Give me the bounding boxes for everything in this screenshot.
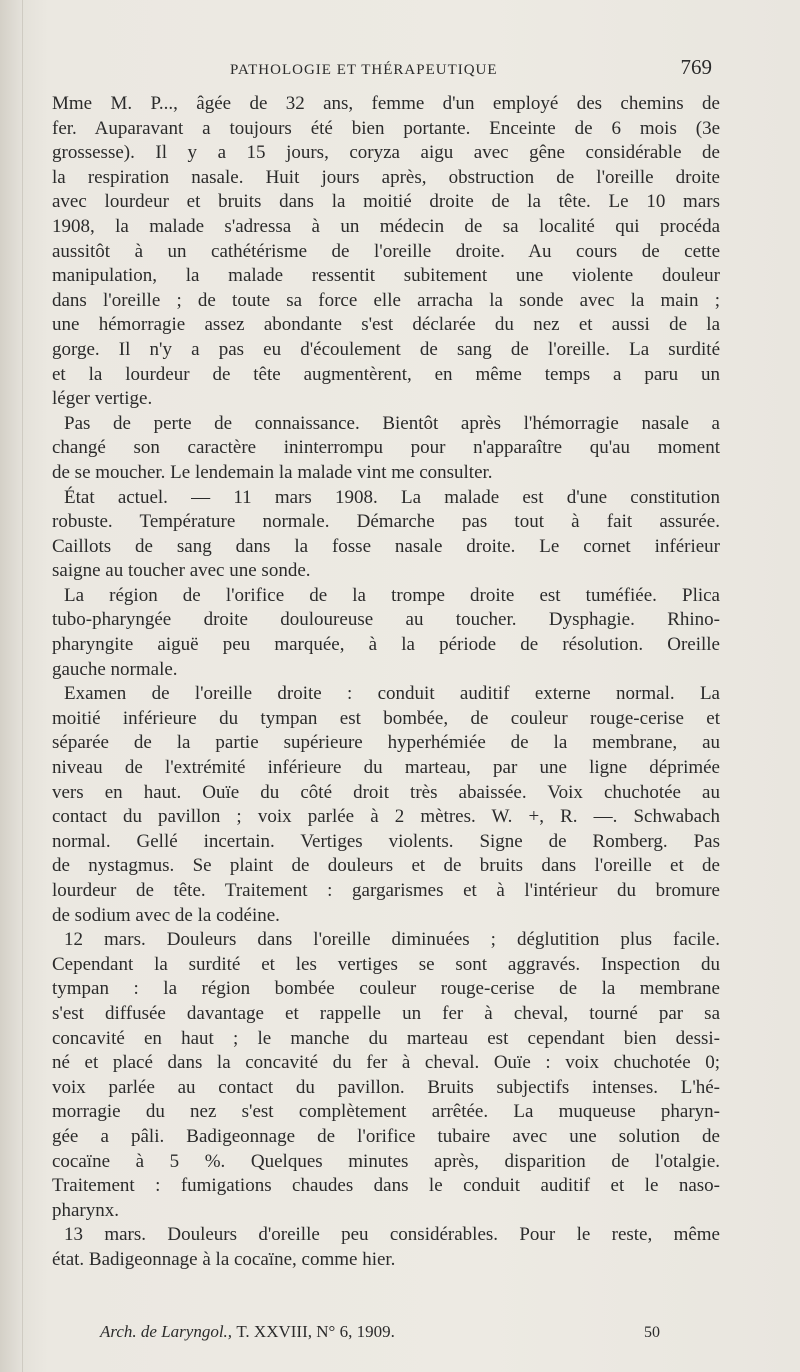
- text-line: s'est diffusée davantage et rappelle un fer à cheval, tourné par sa: [52, 1002, 720, 1024]
- page-number: 769: [680, 55, 712, 79]
- running-title: PATHOLOGIE ET THÉRAPEUTIQUE: [230, 62, 498, 78]
- text-line: de nystagmus. Se plaint de douleurs et de bruits dans l'oreille et de: [52, 855, 720, 877]
- text-line: gée a pâli. Badigeonnage de l'orifice tubaire avec une solution de: [52, 1125, 720, 1147]
- text-line: Caillots de sang dans la fosse nasale droite. Le cornet inférieur: [52, 535, 720, 557]
- text-line: État actuel. — 11 mars 1908. La malade est d'une constitution: [64, 486, 720, 508]
- journal-citation: [100, 1322, 395, 1342]
- text-line: aussitôt à un cathétérisme de l'oreille droite. Au cours de cette: [52, 240, 720, 262]
- text-line: gorge. Il n'y a pas eu d'écoulement de sang de l'oreille. La surdité: [52, 338, 720, 360]
- text-line: une hémorragie assez abondante s'est déclarée du nez et aussi de la: [52, 314, 720, 336]
- text-line: lourdeur de tête. Traitement : gargarismes et à l'intérieur du bromure: [52, 880, 720, 901]
- text-line: saigne au toucher avec une sonde.: [52, 560, 311, 582]
- text-line: 13 mars. Douleurs d'oreille peu considérables. Pour le reste, même: [64, 1224, 720, 1246]
- text-line: tympan : la région bombée couleur rouge-cerise de la membrane: [52, 978, 720, 1000]
- text-line: de sodium avec de la codéine.: [52, 904, 280, 926]
- text-line: contact du pavillon ; voix parlée à 2 mètres. W. +, R. —. Schwabach: [52, 806, 720, 828]
- journal-title: Arch. de Laryngol.,: [100, 1322, 233, 1341]
- text-line: état. Badigeonnage à la cocaïne, comme hier.: [52, 1248, 396, 1270]
- text-line: manipulation, la malade ressentit subitement une violente douleur: [52, 265, 720, 287]
- text-line: robuste. Température normale. Démarche pas tout à fait assurée.: [52, 511, 720, 533]
- journal-volume: T. XXVIII, N° 6, 1909.: [236, 1322, 395, 1341]
- text-line: fer. Auparavant a toujours été bien portante. Enceinte de 6 mois (3e: [52, 117, 720, 139]
- text-line: né et placé dans la concavité du fer à cheval. Ouïe : voix chuchotée 0;: [52, 1052, 720, 1074]
- text-line: séparée de la partie supérieure hyperhémiée de la membrane, au: [52, 732, 720, 754]
- text-line: changé son caractère ininterrompu pour n'apparaître qu'au moment: [52, 437, 720, 459]
- text-line: pharyngite aiguë peu marquée, à la période de résolution. Oreille: [52, 634, 720, 656]
- text-line: La région de l'orifice de la trompe droite est tuméfiée. Plica: [64, 584, 720, 606]
- page-header: [230, 55, 712, 85]
- text-line: Pas de perte de connaissance. Bientôt après l'hémorragie nasale a: [64, 412, 720, 434]
- text-line: dans l'oreille ; de toute sa force elle arracha la sonde avec la main ;: [52, 289, 720, 311]
- text-line: Examen de l'oreille droite : conduit auditif externe normal. La: [64, 683, 720, 705]
- text-line: concavité en haut ; le manche du marteau est cependant bien dessi-: [52, 1027, 720, 1049]
- text-line: tubo-pharyngée droite douloureuse au toucher. Dysphagie. Rhino-: [52, 609, 720, 631]
- text-line: voix parlée au contact du pavillon. Bruits subjectifs intenses. L'hé-: [52, 1076, 720, 1098]
- text-line: léger vertige.: [52, 388, 153, 410]
- text-line: Traitement : fumigations chaudes dans le conduit auditif et le naso-: [52, 1175, 720, 1197]
- page-footer: [100, 1322, 660, 1342]
- text-line: Cependant la surdité et les vertiges se sont aggravés. Inspection du: [52, 953, 720, 975]
- text-line: Mme M. P..., âgée de 32 ans, femme d'un employé des chemins de: [52, 93, 720, 114]
- text-line: 12 mars. Douleurs dans l'oreille diminuées ; déglutition plus facile.: [64, 929, 720, 951]
- text-line: de se moucher. Le lendemain la malade vint me consulter.: [52, 461, 493, 483]
- text-line: normal. Gellé incertain. Vertiges violents. Signe de Romberg. Pas: [52, 830, 720, 852]
- page-binding-edge: [0, 0, 23, 1372]
- text-line: pharynx.: [52, 1199, 120, 1221]
- signature-mark: 50: [644, 1324, 660, 1341]
- body-text: [52, 92, 720, 1273]
- text-line: et la lourdeur de tête augmentèrent, en même temps a paru un: [52, 363, 720, 385]
- text-line: la respiration nasale. Huit jours après, obstruction de l'oreille droite: [52, 166, 720, 188]
- text-line: vers en haut. Ouïe du côté droit très abaissée. Voix chuchotée au: [52, 781, 720, 803]
- text-line: avec lourdeur et bruits dans la moitié droite de la tête. Le 10 mars: [52, 191, 720, 213]
- text-line: moitié inférieure du tympan est bombée, de couleur rouge-cerise et: [52, 707, 720, 729]
- text-line: morragie du nez s'est complètement arrêtée. La muqueuse pharyn-: [52, 1101, 720, 1123]
- text-line: niveau de l'extrémité inférieure du marteau, par une ligne déprimée: [52, 757, 720, 779]
- text-line: grossesse). Il y a 15 jours, coryza aigu avec gêne considérable de: [52, 142, 720, 164]
- text-line: 1908, la malade s'adressa à un médecin de sa localité qui procéda: [52, 215, 720, 237]
- text-line: cocaïne à 5 %. Quelques minutes après, disparition de l'otalgie.: [52, 1150, 720, 1172]
- text-line: gauche normale.: [52, 658, 178, 680]
